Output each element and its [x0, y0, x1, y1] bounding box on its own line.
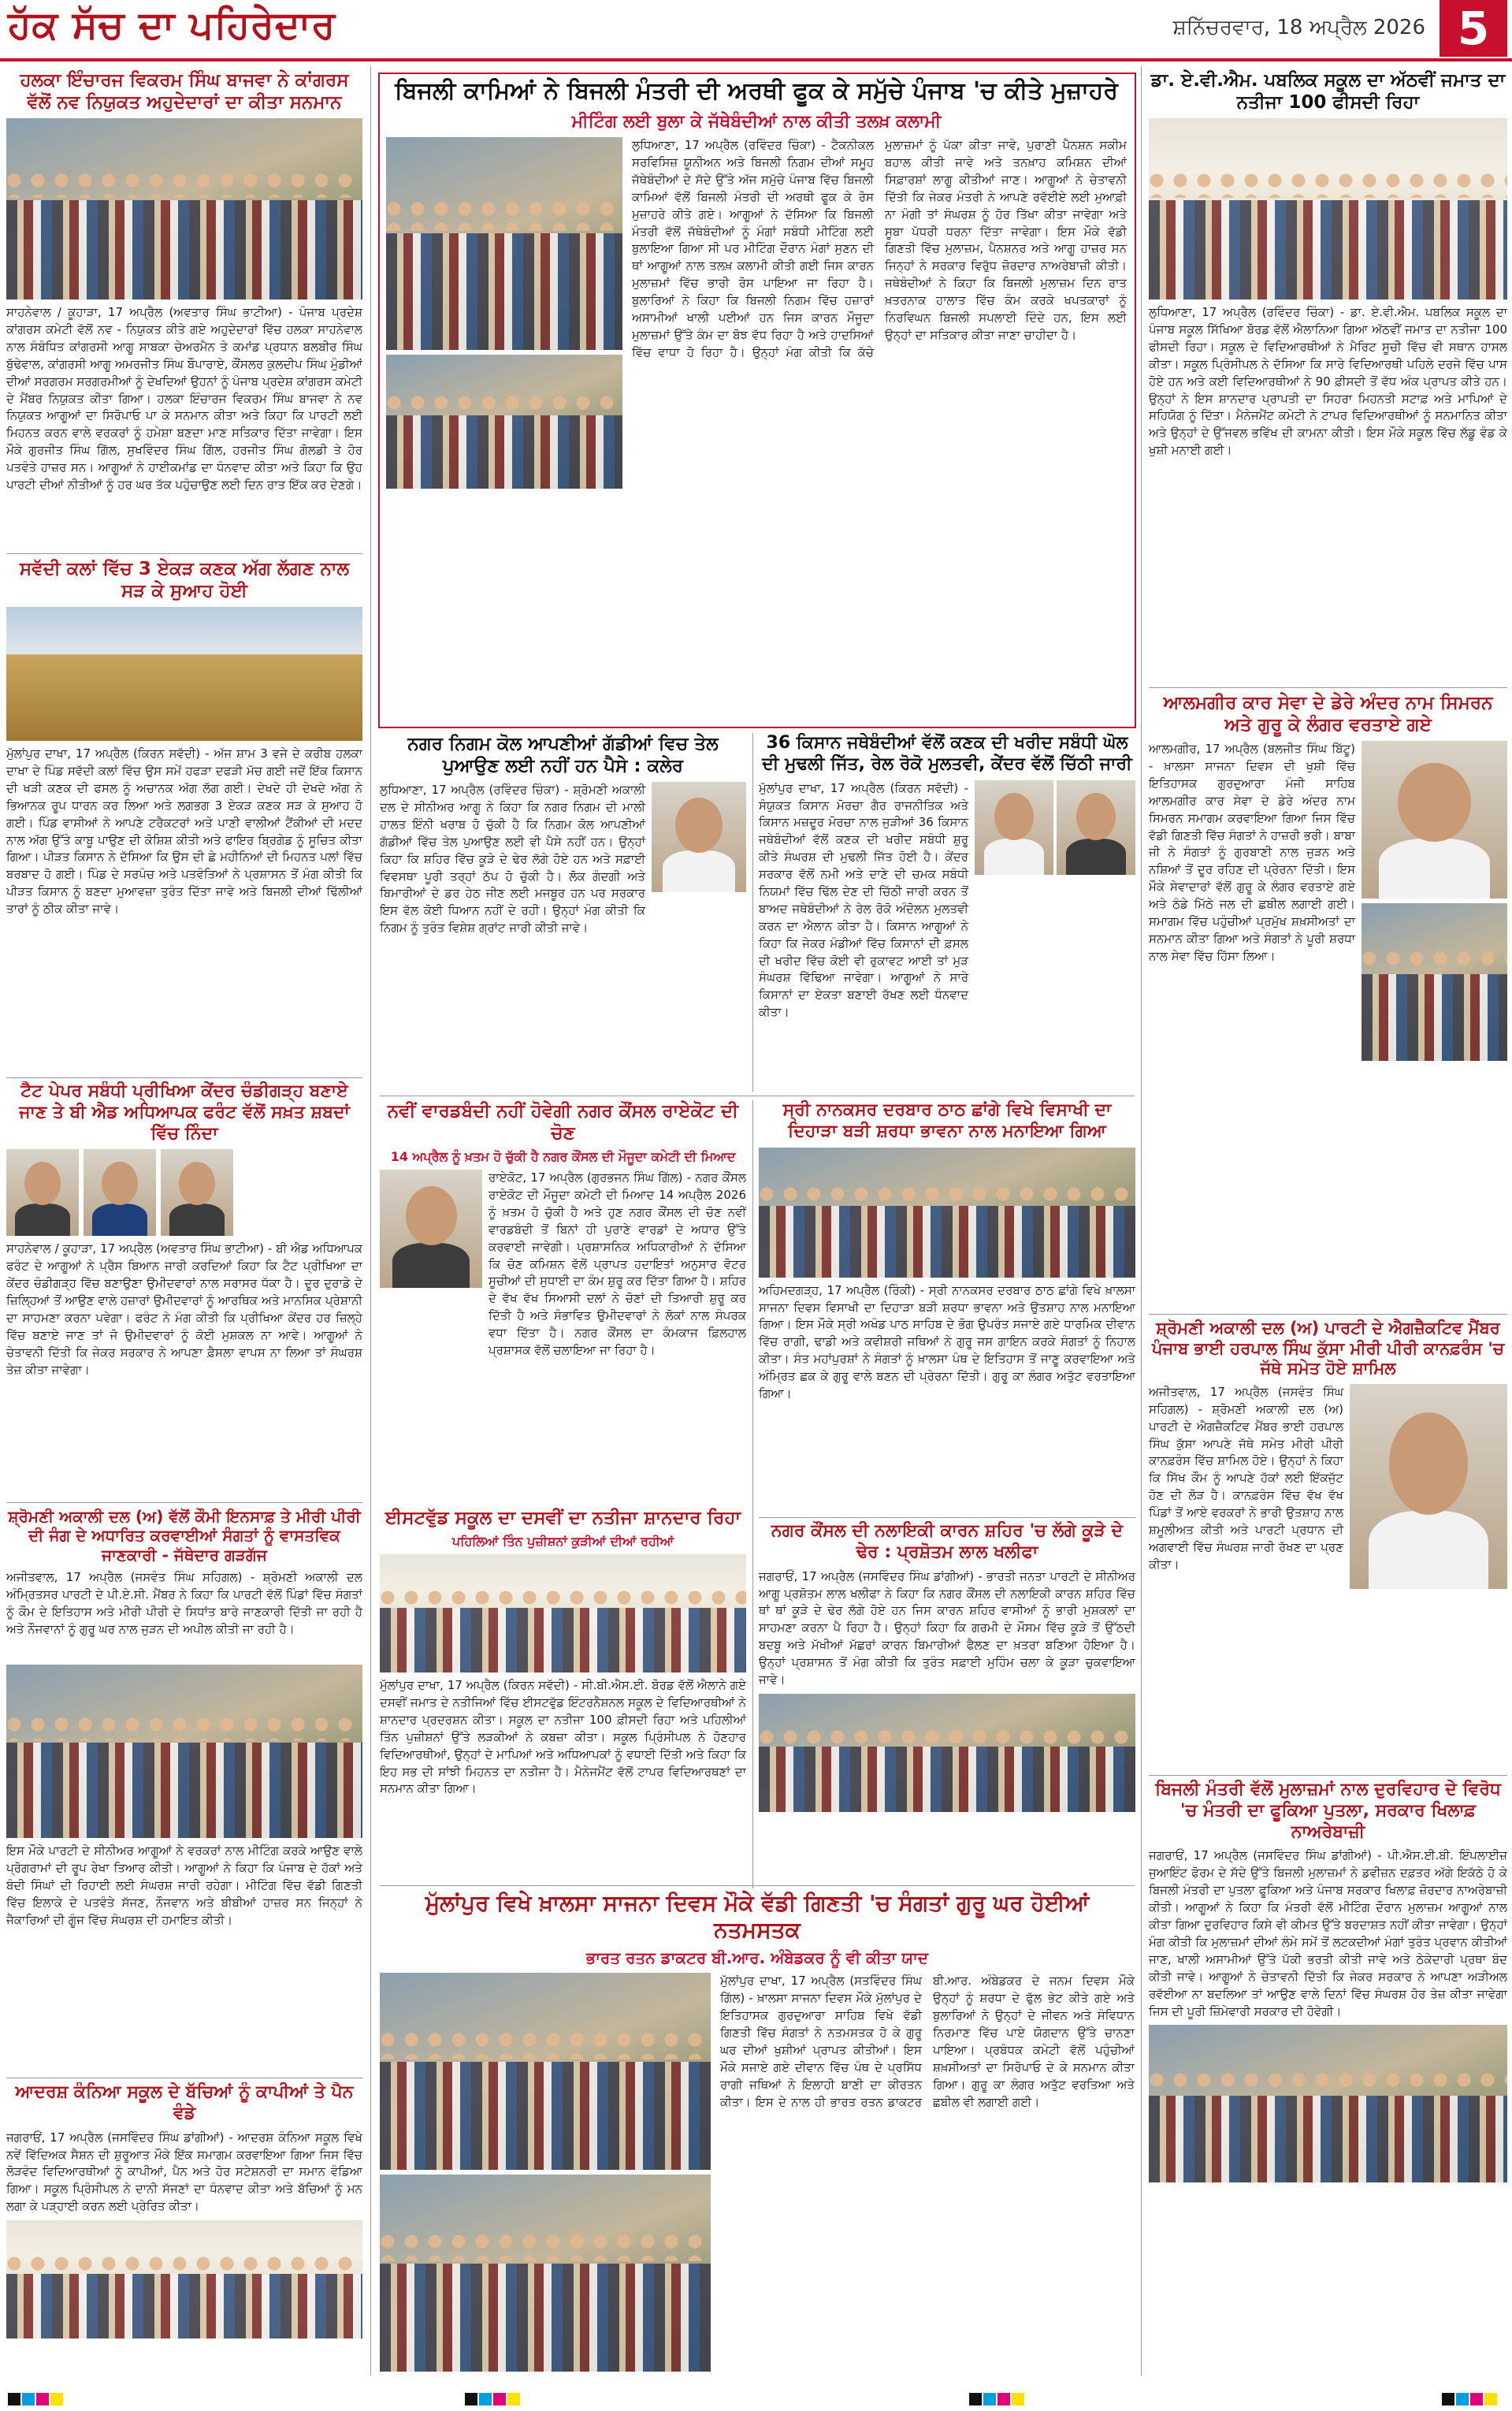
- article-body: ਅਹਿਮਦਗੜ੍ਹ, 17 ਅਪ੍ਰੈਲ (ਰਿੰਕੀ) - ਸ੍ਰੀ ਨਾਨਕਸਰ ਦਰਬਾਰ ਠਾਠ ਛਾਂਗੇ ਵਿਖੇ ਖ਼ਾਲਸਾ ਸਾਜਨਾ ਦਿਵਸ ਵਿਸਾਖੀ ਦਾ ਦਿਹਾੜਾ ਬੜੀ ਸ਼ਰਧਾ ਭਾਵਨਾ ਅਤੇ ਉਤਸ਼ਾਹ ਨਾਲ ਮਨਾਇਆ ਗਿਆ। ਇਸ ਮੌਕੇ ਸ੍ਰੀ ਅਖੰਡ ਪਾਠ ਸਾਹਿਬ ਦੇ ਭੋਗ ਉਪਰੰਤ ਸਜਾਏ ਗਏ ਧਾਰਮਿਕ ਦੀਵਾਨ ਵਿੱਚ ਰਾਗੀ, ਢਾਡੀ ਅਤੇ ਕਵੀਸ਼ਰੀ ਜਥਿਆਂ ਨੇ ਗੁਰੂ ਜਸ ਗਾਇਨ ਕਰਕੇ ਸੰਗਤਾਂ ਨੂੰ ਨਿਹਾਲ ਕੀਤਾ। ਸੰਤ ਮਹਾਂਪੁਰਸ਼ਾਂ ਨੇ ਸੰਗਤਾਂ ਨੂੰ ਖ਼ਾਲਸਾ ਪੰਥ ਦੇ ਇਤਿਹਾਸ ਤੋਂ ਜਾਣੂ ਕਰਵਾਇਆ ਅਤੇ ਅੰਮ੍ਰਿਤ ਛਕ ਕੇ ਗੁਰੂ ਵਾਲੇ ਬਣਨ ਦੀ ਪ੍ਰੇਰਨਾ ਦਿੱਤੀ। ਗੁਰੂ ਕਾ ਲੰਗਰ ਅਤੁੱਟ ਵਰਤਾਇਆ ਗਿਆ।: [759, 1282, 1135, 1401]
- headline: ਸ਼੍ਰੋਮਣੀ ਅਕਾਲੀ ਦਲ (ਅ) ਵੱਲੋਂ ਕੌਮੀ ਇਨਸਾਫ਼ ਤੇ ਮੀਰੀ ਪੀਰੀ ਦੀ ਜੰਗ ਦੇ ਅਧਾਰਿਤ ਕਰਵਾਈਆਂ ਸੰਗਤਾਂ ਨੂੰ ਵਾਸਤਵਿਕ ਜਾਣਕਾਰੀ - ਜੱਥੇਦਾਰ ਗੜਗੱਜ: [8, 1507, 361, 1565]
- article-body: ਮੁੱਲਾਂਪੁਰ ਦਾਖਾ, 17 ਅਪ੍ਰੈਲ (ਕਿਰਨ ਸਵੱਦੀ) - ਸੀ.ਬੀ.ਐਸ.ਈ. ਬੋਰਡ ਵੱਲੋਂ ਐਲਾਨੇ ਗਏ ਦਸਵੀਂ ਜਮਾਤ ਦੇ ਨਤੀਜਿਆਂ ਵਿੱਚ ਈਸਟਵੁੱਡ ਇੰਟਰਨੈਸ਼ਨਲ ਸਕੂਲ ਦੇ ਵਿਦਿਆਰਥੀਆਂ ਨੇ ਸ਼ਾਨਦਾਰ ਪ੍ਰਦਰਸ਼ਨ ਕੀਤਾ। ਸਕੂਲ ਦਾ ਨਤੀਜਾ 100 ਫ਼ੀਸਦੀ ਰਿਹਾ ਅਤੇ ਪਹਿਲੀਆਂ ਤਿੰਨ ਪੁਜ਼ੀਸ਼ਨਾਂ ਉੱਤੇ ਲੜਕੀਆਂ ਨੇ ਕਬਜ਼ਾ ਕੀਤਾ। ਸਕੂਲ ਪ੍ਰਿੰਸੀਪਲ ਨੇ ਹੋਣਹਾਰ ਵਿਦਿਆਰਥੀਆਂ, ਉਨ੍ਹਾਂ ਦੇ ਮਾਪਿਆਂ ਅਤੇ ਅਧਿਆਪਕਾਂ ਨੂੰ ਵਧਾਈ ਦਿੱਤੀ ਅਤੇ ਕਿਹਾ ਕਿ ਇਹ ਸਭ ਦੀ ਸਾਂਝੀ ਮਿਹਨਤ ਦਾ ਨਤੀਜਾ ਹੈ। ਮੈਨੇਜਮੈਂਟ ਵੱਲੋਂ ਟਾਪਰ ਵਿਦਿਆਰਥਣਾਂ ਦਾ ਸਨਮਾਨ ਕੀਤਾ ਗਿਆ।: [380, 1678, 746, 1796]
- article-body: ਸਾਹਨੇਵਾਲ / ਕੂਹਾੜਾ, 17 ਅਪ੍ਰੈਲ (ਅਵਤਾਰ ਸਿੰਘ ਭਾਟੀਆ) - ਬੀ ਐਡ ਅਧਿਆਪਕ ਫਰੰਟ ਦੇ ਆਗੂਆਂ ਨੇ ਪ੍ਰੈਸ ਬਿਆਨ ਜਾਰੀ ਕਰਦਿਆਂ ਕਿਹਾ ਕਿ ਟੈਟ ਪ੍ਰੀਖਿਆ ਦਾ ਕੇਂਦਰ ਚੰਡੀਗੜ੍ਹ ਵਿੱਚ ਬਣਾਉਣਾ ਉਮੀਦਵਾਰਾਂ ਨਾਲ ਸਰਾਸਰ ਧੱਕਾ ਹੈ। ਦੂਰ ਦੁਰਾਡੇ ਦੇ ਜ਼ਿਲ੍ਹਿਆਂ ਤੋਂ ਆਉਣ ਵਾਲੇ ਹਜ਼ਾਰਾਂ ਉਮੀਦਵਾਰਾਂ ਨੂੰ ਆਰਥਿਕ ਅਤੇ ਮਾਨਸਿਕ ਪ੍ਰੇਸ਼ਾਨੀ ਦਾ ਸਾਹਮਣਾ ਕਰਨਾ ਪਵੇਗਾ। ਫਰੰਟ ਨੇ ਮੰਗ ਕੀਤੀ ਕਿ ਪ੍ਰੀਖਿਆ ਕੇਂਦਰ ਹਰ ਜ਼ਿਲ੍ਹੇ ਵਿੱਚ ਬਣਾਏ ਜਾਣ ਤਾਂ ਜੋ ਉਮੀਦਵਾਰਾਂ ਨੂੰ ਕੋਈ ਮੁਸ਼ਕਲ ਨਾ ਆਵੇ। ਆਗੂਆਂ ਨੇ ਚੇਤਾਵਨੀ ਦਿੱਤੀ ਕਿ ਜੇਕਰ ਸਰਕਾਰ ਨੇ ਆਪਣਾ ਫ਼ੈਸਲਾ ਵਾਪਸ ਨਾ ਲਿਆ ਤਾਂ ਸੰਘਰਸ਼ ਤੇਜ਼ ਕੀਤਾ ਜਾਵੇਗਾ।: [6, 1241, 362, 1377]
- headline: ਟੈਟ ਪੇਪਰ ਸਬੰਧੀ ਪ੍ਰੀਖਿਆ ਕੇਂਦਰ ਚੰਡੀਗੜ੍ਹ ਬਣਾਏ ਜਾਣ ਤੇ ਬੀ ਐਡ ਅਧਿਆਪਕ ਫਰੰਟ ਵੱਲੋਂ ਸਖ਼ਤ ਸ਼ਬਦਾਂ ਵਿੱਚ ਨਿੰਦਾ: [19, 1081, 350, 1144]
- headline: ਸਵੱਦੀ ਕਲਾਂ ਵਿੱਚ 3 ਏਕੜ ਕਣਕ ਅੱਗ ਲੱਗਣ ਨਾਲ ਸੜ ਕੇ ਸੁਆਹ ਹੋਈ: [19, 559, 350, 602]
- headline: ਸ੍ਰੀ ਨਾਨਕਸਰ ਦਰਬਾਰ ਠਾਠ ਛਾਂਗੇ ਵਿਖੇ ਵਿਸਾਖੀ ਦਾ ਦਿਹਾੜਾ ਬੜੀ ਸ਼ਰਧਾ ਭਾਵਨਾ ਨਾਲ ਮਨਾਇਆ ਗਿਆ: [782, 1100, 1112, 1141]
- langar-photo: [1362, 903, 1507, 1061]
- article-garbage: [759, 1521, 1135, 1876]
- effigy-photo: [386, 355, 622, 489]
- headline: ਡਾ. ਏ.ਵੀ.ਐਮ. ਪਬਲਿਕ ਸਕੂਲ ਦਾ ਅੱਠਵੀਂ ਜਮਾਤ ਦਾ ਨਤੀਜਾ 100 ਫੀਸਦੀ ਰਿਹਾ: [1150, 70, 1506, 113]
- article-body: ਸਾਹਨੇਵਾਲ / ਕੂਹਾੜਾ, 17 ਅਪ੍ਰੈਲ (ਅਵਤਾਰ ਸਿੰਘ ਭਾਟੀਆ) - ਪੰਜਾਬ ਪ੍ਰਦੇਸ਼ ਕਾਂਗਰਸ ਕਮੇਟੀ ਵੱਲੋਂ ਨਵ - ਨਿਯੁਕਤ ਕੀਤੇ ਗਏ ਅਹੁਦੇਦਾਰਾਂ ਵਿੱਚ ਹਲਕਾ ਸਾਹਨੇਵਾਲ ਨਾਲ ਸੰਬੰਧਿਤ ਕਾਂਗਰਸੀ ਆਗੂ ਸਾਬਕਾ ਚੇਅਰਮੈਨ ਤੇ ਕਮਾਂਡ ਪ੍ਰਧਾਨ ਬਲਬੀਰ ਸਿੰਘ ਬੁੱਢੇਵਾਲ, ਕਾਂਗਰਸੀ ਆਗੂ ਅਮਰਜੀਤ ਸਿੰਘ ਬੌਪਾਰਾਏ, ਕੌਂਸਲਰ ਕੁਲਦੀਪ ਸਿੰਘ ਮੁੰਡੀਆਂ ਦੀਆਂ ਸਰਗਰਮ ਸਰਗਰਮੀਆਂ ਨੂੰ ਦੇਖਦਿਆਂ ਉਹਨਾਂ ਨੂੰ ਪੰਜਾਬ ਪ੍ਰਦੇਸ਼ ਕਾਂਗਰਸ ਕਮੇਟੀ ਦੇ ਮੈਂਬਰ ਨਿਯੁਕਤ ਕੀਤਾ ਗਿਆ। ਹਲਕਾ ਇੰਚਾਰਜ ਵਿਕਰਮ ਸਿੰਘ ਬਾਜਵਾ ਨੇ ਨਵ ਨਿਯੁਕਤ ਆਗੂਆਂ ਦਾ ਸਿਰੋਪਾਓ ਪਾ ਕੇ ਸਨਮਾਨ ਕੀਤਾ ਅਤੇ ਕਿਹਾ ਕਿ ਪਾਰਟੀ ਲਈ ਮਿਹਨਤ ਕਰਨ ਵਾਲੇ ਵਰਕਰਾਂ ਨੂੰ ਹਮੇਸ਼ਾ ਬਣਦਾ ਮਾਣ ਸਤਿਕਾਰ ਦਿੱਤਾ ਜਾਵੇਗਾ। ਇਸ ਮੌਕੇ ਗੁਰਜੀਤ ਸਿੰਘ ਗਿੱਲ, ਸੁਖਵਿੰਦਰ ਸਿੰਘ ਗਿੱਲ, ਹਰਜੀਤ ਸਿੰਘ ਗੋਲਡੀ ਤੇ ਹੋਰ ਪਤਵੰਤੇ ਹਾਜ਼ਰ ਸਨ। ਆਗੂਆਂ ਨੇ ਹਾਈਕਮਾਂਡ ਦਾ ਧੰਨਵਾਦ ਕੀਤਾ ਅਤੇ ਕਿਹਾ ਕਿ ਉਹ ਪਾਰਟੀ ਦੀਆਂ ਨੀਤੀਆਂ ਨੂੰ ਹਰ ਘਰ ਤੱਕ ਪਹੁੰਚਾਉਣ ਲਈ ਦਿਨ ਰਾਤ ਇੱਕ ਕਰ ਦੇਣਗੇ।: [6, 305, 362, 492]
- portrait-photo: [161, 1149, 233, 1236]
- article-bajwa: [6, 69, 362, 550]
- meeting-photo: [6, 1665, 362, 1838]
- sangat-photo: [380, 1973, 711, 2170]
- article-body: ਲੁਧਿਆਣਾ, 17 ਅਪ੍ਰੈਲ (ਰਵਿੰਦਰ ਚਿੰਕਾ) - ਡਾ. ਏ.ਵੀ.ਐਮ. ਪਬਲਿਕ ਸਕੂਲ ਦਾ ਪੰਜਾਬ ਸਕੂਲ ਸਿੱਖਿਆ ਬੋਰਡ ਵੱਲੋਂ ਐਲਾਨਿਆ ਗਿਆ ਅੱਠਵੀਂ ਜਮਾਤ ਦਾ ਨਤੀਜਾ 100 ਫੀਸਦੀ ਰਿਹਾ। ਸਕੂਲ ਦੇ ਵਿਦਿਆਰਥੀਆਂ ਨੇ ਮੈਰਿਟ ਸੂਚੀ ਵਿੱਚ ਵੀ ਸਥਾਨ ਹਾਸਲ ਕੀਤਾ। ਸਕੂਲ ਪ੍ਰਿੰਸੀਪਲ ਨੇ ਦੱਸਿਆ ਕਿ ਸਾਰੇ ਵਿਦਿਆਰਥੀ ਪਹਿਲੇ ਦਰਜੇ ਵਿੱਚ ਪਾਸ ਹੋਏ ਹਨ ਅਤੇ ਕਈ ਵਿਦਿਆਰਥੀਆਂ ਨੇ 90 ਫ਼ੀਸਦੀ ਤੋਂ ਵੱਧ ਅੰਕ ਪ੍ਰਾਪਤ ਕੀਤੇ ਹਨ। ਉਨ੍ਹਾਂ ਨੇ ਇਸ ਸ਼ਾਨਦਾਰ ਪ੍ਰਾਪਤੀ ਦਾ ਸਿਹਰਾ ਮਿਹਨਤੀ ਸਟਾਫ਼ ਅਤੇ ਮਾਪਿਆਂ ਦੇ ਸਹਿਯੋਗ ਨੂੰ ਦਿੱਤਾ। ਮੈਨੇਜਮੈਂਟ ਕਮੇਟੀ ਨੇ ਟਾਪਰ ਵਿਦਿਆਰਥੀਆਂ ਨੂੰ ਸਨਮਾਨਿਤ ਕੀਤਾ ਅਤੇ ਉਨ੍ਹਾਂ ਦੇ ਉੱਜਵਲ ਭਵਿੱਖ ਦੀ ਕਾਮਨਾ ਕੀਤੀ। ਇਸ ਮੌਕੇ ਸਕੂਲ ਵਿੱਚ ਲੱਡੂ ਵੰਡ ਕੇ ਖੁਸ਼ੀ ਮਨਾਈ ਗਈ।: [1149, 305, 1507, 458]
- article-eastwood: [380, 1507, 746, 1877]
- article-body: ਅਜੀਤਵਾਲ, 17 ਅਪ੍ਰੈਲ (ਜਸਵੰਤ ਸਿੰਘ ਸਹਿਗਲ) - ਸ਼੍ਰੋਮਣੀ ਅਕਾਲੀ ਦਲ (ਅ) ਪਾਰਟੀ ਦੇ ਐਗਜ਼ੈਕਟਿਵ ਮੈਂਬਰ ਭਾਈ ਹਰਪਾਲ ਸਿੰਘ ਕੁੱਸਾ ਆਪਣੇ ਜੱਥੇ ਸਮੇਤ ਮੀਰੀ ਪੀਰੀ ਕਾਨਫ਼ਰੰਸ ਵਿੱਚ ਸ਼ਾਮਿਲ ਹੋਏ। ਉਨ੍ਹਾਂ ਨੇ ਕਿਹਾ ਕਿ ਸਿੱਖ ਕੌਮ ਨੂੰ ਆਪਣੇ ਹੱਕਾਂ ਲਈ ਇੱਕਜੁੱਟ ਹੋਣ ਦੀ ਲੋੜ ਹੈ। ਕਾਨਫ਼ਰੰਸ ਵਿੱਚ ਵੱਖ ਵੱਖ ਪਿੰਡਾਂ ਤੋਂ ਆਏ ਵਰਕਰਾਂ ਨੇ ਭਾਰੀ ਉਤਸ਼ਾਹ ਨਾਲ ਸ਼ਮੂਲੀਅਤ ਕੀਤੀ ਅਤੇ ਪਾਰਟੀ ਪ੍ਰਧਾਨ ਦੀ ਅਗਵਾਈ ਵਿੱਚ ਸੰਘਰਸ਼ ਜਾਰੀ ਰੱਖਣ ਦਾ ਪ੍ਰਣ ਕੀਤਾ।: [1149, 1384, 1343, 1572]
- portrait-photo: [380, 1170, 482, 1288]
- effigy-burning-photo: [1149, 2025, 1507, 2182]
- article-body: ਮੁੱਲਾਂਪੁਰ ਦਾਖਾ, 17 ਅਪ੍ਰੈਲ (ਕਿਰਨ ਸਵੱਦੀ) - ਅੱਜ ਸ਼ਾਮ 3 ਵਜੇ ਦੇ ਕਰੀਬ ਹਲਕਾ ਦਾਖਾ ਦੇ ਪਿੰਡ ਸਵੱਦੀ ਕਲਾਂ ਵਿੱਚ ਉਸ ਸਮੇਂ ਹਫੜਾ ਦਫੜੀ ਮੱਚ ਗਈ ਜਦੋਂ ਇੱਕ ਕਿਸਾਨ ਦੀ ਖੜੀ ਕਣਕ ਦੀ ਫਸਲ ਨੂੰ ਅਚਾਨਕ ਅੱਗ ਲੱਗ ਗਈ। ਦੇਖਦੇ ਹੀ ਦੇਖਦੇ ਅੱਗ ਨੇ ਭਿਆਨਕ ਰੂਪ ਧਾਰਨ ਕਰ ਲਿਆ ਅਤੇ ਲਗਭਗ 3 ਏਕੜ ਕਣਕ ਸੜ ਕੇ ਸੁਆਹ ਹੋ ਗਈ। ਪਿੰਡ ਵਾਸੀਆਂ ਨੇ ਆਪਣੇ ਟਰੈਕਟਰਾਂ ਅਤੇ ਪਾਣੀ ਵਾਲੀਆਂ ਟੈਂਕੀਆਂ ਦੀ ਮਦਦ ਨਾਲ ਅੱਗ ਉੱਤੇ ਕਾਬੂ ਪਾਉਣ ਦੀ ਕੋਸ਼ਿਸ਼ ਕੀਤੀ ਅਤੇ ਫਾਇਰ ਬ੍ਰਿਗੇਡ ਨੂੰ ਸੂਚਿਤ ਕੀਤਾ ਗਿਆ। ਪੀੜਤ ਕਿਸਾਨ ਨੇ ਦੱਸਿਆ ਕਿ ਉਸ ਦੀ ਛੇ ਮਹੀਨਿਆਂ ਦੀ ਮਿਹਨਤ ਪਲਾਂ ਵਿੱਚ ਬਰਬਾਦ ਹੋ ਗਈ। ਪਿੰਡ ਦੇ ਸਰਪੰਚ ਅਤੇ ਪਤਵੰਤਿਆਂ ਨੇ ਪ੍ਰਸ਼ਾਸਨ ਤੋਂ ਮੰਗ ਕੀਤੀ ਕਿ ਪੀੜਤ ਕਿਸਾਨ ਨੂੰ ਬਣਦਾ ਮੁਆਵਜ਼ਾ ਤੁਰੰਤ ਦਿੱਤਾ ਜਾਵੇ ਅਤੇ ਬਿਜਲੀ ਦੀਆਂ ਢਿੱਲੀਆਂ ਤਾਰਾਂ ਨੂੰ ਠੀਕ ਕੀਤਾ ਜਾਵੇ।: [6, 746, 362, 917]
- article-body: ਰਾਏਕੋਟ, 17 ਅਪ੍ਰੈਲ (ਗੁਰਭਜਨ ਸਿੰਘ ਗਿੱਲ) - ਨਗਰ ਕੌਂਸਲ ਰਾਏਕੋਟ ਦੀ ਮੌਜੂਦਾ ਕਮੇਟੀ ਦੀ ਮਿਆਦ 14 ਅਪ੍ਰੈਲ 2026 ਨੂੰ ਖ਼ਤਮ ਹੋ ਚੁੱਕੀ ਹੈ ਅਤੇ ਹੁਣ ਨਗਰ ਕੌਂਸਲ ਦੀ ਚੋਣ ਨਵੀਂ ਵਾਰਡਬੰਦੀ ਤੋਂ ਬਿਨਾਂ ਹੀ ਪੁਰਾਣੇ ਵਾਰਡਾਂ ਦੇ ਅਧਾਰ ਉੱਤੇ ਕਰਵਾਈ ਜਾਵੇਗੀ। ਪ੍ਰਸ਼ਾਸਨਿਕ ਅਧਿਕਾਰੀਆਂ ਨੇ ਦੱਸਿਆ ਕਿ ਚੋਣ ਕਮਿਸ਼ਨ ਵੱਲੋਂ ਪ੍ਰਾਪਤ ਹਦਾਇਤਾਂ ਅਨੁਸਾਰ ਵੋਟਰ ਸੂਚੀਆਂ ਦੀ ਸੁਧਾਈ ਦਾ ਕੰਮ ਸ਼ੁਰੂ ਕਰ ਦਿੱਤਾ ਗਿਆ ਹੈ। ਸ਼ਹਿਰ ਦੇ ਵੱਖ ਵੱਖ ਸਿਆਸੀ ਦਲਾਂ ਨੇ ਚੋਣਾਂ ਦੀ ਤਿਆਰੀ ਸ਼ੁਰੂ ਕਰ ਦਿੱਤੀ ਹੈ ਅਤੇ ਸੰਭਾਵਿਤ ਉਮੀਦਵਾਰਾਂ ਨੇ ਲੋਕਾਂ ਨਾਲ ਸੰਪਰਕ ਵਧਾ ਦਿੱਤਾ ਹੈ। ਨਗਰ ਕੌਂਸਲ ਦਾ ਕੰਮਕਾਜ ਫ਼ਿਲਹਾਲ ਪ੍ਰਸ਼ਾਸਕ ਵੱਲੋਂ ਚਲਾਇਆ ਜਾ ਰਿਹਾ ਹੈ।: [489, 1170, 746, 1357]
- portrait-photo: [975, 780, 1053, 875]
- headline: ਆਦਰਸ਼ ਕੰਨਿਆ ਸਕੂਲ ਦੇ ਬੱਚਿਆਂ ਨੂੰ ਕਾਪੀਆਂ ਤੇ ਪੈਨ ਵੰਡੇ: [15, 2082, 354, 2123]
- issue-date: ਸ਼ਨਿੱਚਰਵਾਰ, 18 ਅਪ੍ਰੈਲ 2026: [1172, 16, 1425, 39]
- headline: ਈਸਟਵੁੱਡ ਸਕੂਲ ਦਾ ਦਸਵੀਂ ਦਾ ਨਤੀਜਾ ਸ਼ਾਨਦਾਰ ਰਿਹਾ: [385, 1508, 741, 1528]
- portrait-photo: [1362, 741, 1507, 899]
- headline: 36 ਕਿਸਾਨ ਜਥੇਬੰਦੀਆਂ ਵੱਲੋਂ ਕਣਕ ਦੀ ਖਰੀਦ ਸਬੰਧੀ ਘੋਲ ਦੀ ਮੁਢਲੀ ਜਿੱਤ, ਰੇਲ ਰੋਕੋ ਮੁਲਤਵੀ, ਕੇਂਦਰ ਵੱਲੋਂ ਚਿੱਠੀ ਜਾਰੀ: [762, 733, 1132, 774]
- portrait-photo: [6, 1149, 79, 1236]
- article-tet: [6, 1081, 362, 1499]
- news-photo: [6, 118, 362, 300]
- headline: ਸ਼੍ਰੋਮਣੀ ਅਕਾਲੀ ਦਲ (ਅ) ਪਾਰਟੀ ਦੇ ਐਗਜ਼ੈਕਟਿਵ ਮੈਂਬਰ ਪੰਜਾਬ ਭਾਈ ਹਰਪਾਲ ਸਿੰਘ ਕੁੱਸਾ ਮੀਰੀ ਪੀਰੀ ਕਾਨਫ਼ਰੰਸ 'ਚ ਜੱਥੇ ਸਮੇਤ ਹੋਏ ਸ਼ਾਮਿਲ: [1151, 1319, 1505, 1379]
- column-rule: [370, 66, 371, 2376]
- article-body: ਮੁੱਲਾਂਪੁਰ ਦਾਖਾ, 17 ਅਪ੍ਰੈਲ (ਸਤਵਿੰਦਰ ਸਿੰਘ ਗਿੱਲ) - ਖ਼ਾਲਸਾ ਸਾਜਨਾ ਦਿਵਸ ਮੌਕੇ ਮੁੱਲਾਂਪੁਰ ਦੇ ਇਤਿਹਾਸਕ ਗੁਰਦੁਆਰਾ ਸਾਹਿਬ ਵਿਖੇ ਵੱਡੀ ਗਿਣਤੀ ਵਿੱਚ ਸੰਗਤਾਂ ਨੇ ਨਤਮਸਤਕ ਹੋ ਕੇ ਗੁਰੂ ਘਰ ਦੀਆਂ ਖੁਸ਼ੀਆਂ ਪ੍ਰਾਪਤ ਕੀਤੀਆਂ। ਇਸ ਮੌਕੇ ਸਜਾਏ ਗਏ ਦੀਵਾਨ ਵਿੱਚ ਪੰਥ ਦੇ ਪ੍ਰਸਿੱਧ ਰਾਗੀ ਜਥਿਆਂ ਨੇ ਇਲਾਹੀ ਬਾਣੀ ਦਾ ਕੀਰਤਨ ਕੀਤਾ। ਇਸ ਦੇ ਨਾਲ ਹੀ ਭਾਰਤ ਰਤਨ ਡਾਕਟਰ ਬੀ.ਆਰ. ਅੰਬੇਡਕਰ ਦੇ ਜਨਮ ਦਿਵਸ ਮੌਕੇ ਉਨ੍ਹਾਂ ਨੂੰ ਸ਼ਰਧਾ ਦੇ ਫੁੱਲ ਭੇਟ ਕੀਤੇ ਗਏ ਅਤੇ ਬੁਲਾਰਿਆਂ ਨੇ ਉਨ੍ਹਾਂ ਦੇ ਜੀਵਨ ਅਤੇ ਸੰਵਿਧਾਨ ਨਿਰਮਾਣ ਵਿੱਚ ਪਾਏ ਯੋਗਦਾਨ ਉੱਤੇ ਚਾਨਣਾ ਪਾਇਆ। ਪ੍ਰਬੰਧਕ ਕਮੇਟੀ ਵੱਲੋਂ ਪਹੁੰਚੀਆਂ ਸ਼ਖ਼ਸੀਅਤਾਂ ਦਾ ਸਿਰੋਪਾਓ ਦੇ ਕੇ ਸਨਮਾਨ ਕੀਤਾ ਗਿਆ। ਗੁਰੂ ਕਾ ਲੰਗਰ ਅਤੁੱਟ ਵਰਤਿਆ ਅਤੇ ਛਬੀਲ ਵੀ ਲਗਾਈ ਗਈ।: [720, 1974, 1135, 2109]
- article-alamgir: [1149, 692, 1507, 1311]
- portrait-photo: [652, 782, 746, 892]
- headline: ਆਲਮਗੀਰ ਕਾਰ ਸੇਵਾ ਦੇ ਡੇਰੇ ਅੰਦਰ ਨਾਮ ਸਿਮਰਨ ਅਤੇ ਗੁਰੂ ਕੇ ਲੰਗਰ ਵਰਤਾਏ ਗਏ: [1163, 693, 1493, 736]
- headline: ਨਗਰ ਨਿਗਮ ਕੋਲ ਆਪਣੀਆਂ ਗੱਡੀਆਂ ਵਿਚ ਤੇਲ ਪੁਆਉਣ ਲਈ ਨਹੀਂ ਹਨ ਪੈਸੇ : ਕਲੇਰ: [407, 734, 719, 777]
- portrait-photo: [1057, 780, 1135, 875]
- masthead-rule: [0, 58, 1512, 61]
- article-body: ਲੁਧਿਆਣਾ, 17 ਅਪ੍ਰੈਲ (ਰਵਿੰਦਰ ਚਿੰਕਾ) - ਟੈਕਨੀਕਲ ਸਰਵਿਸਿਜ਼ ਯੂਨੀਅਨ ਅਤੇ ਬਿਜਲੀ ਨਿਗਮ ਦੀਆਂ ਸਮੂਹ ਜੱਥੇਬੰਦੀਆਂ ਦੇ ਸੱਦੇ ਉੱਤੇ ਅੱਜ ਸਮੁੱਚੇ ਪੰਜਾਬ ਵਿੱਚ ਬਿਜਲੀ ਕਾਮਿਆਂ ਵੱਲੋਂ ਬਿਜਲੀ ਮੰਤਰੀ ਦੀ ਅਰਥੀ ਫੂਕ ਕੇ ਰੋਸ ਮੁਜ਼ਾਹਰੇ ਕੀਤੇ ਗਏ। ਆਗੂਆਂ ਨੇ ਦੱਸਿਆ ਕਿ ਬਿਜਲੀ ਮੰਤਰੀ ਵੱਲੋਂ ਜੱਥੇਬੰਦੀਆਂ ਨੂੰ ਮੰਗਾਂ ਸਬੰਧੀ ਮੀਟਿੰਗ ਲਈ ਬੁਲਾਇਆ ਗਿਆ ਸੀ ਪਰ ਮੀਟਿੰਗ ਦੌਰਾਨ ਮੰਗਾਂ ਸੁਣਨ ਦੀ ਥਾਂ ਆਗੂਆਂ ਨਾਲ ਤਲਖ਼ ਕਲਾਮੀ ਕੀਤੀ ਗਈ ਜਿਸ ਕਾਰਨ ਮੁਲਾਜ਼ਮਾਂ ਵਿੱਚ ਭਾਰੀ ਰੋਸ ਪਾਇਆ ਜਾ ਰਿਹਾ ਹੈ। ਬੁਲਾਰਿਆਂ ਨੇ ਕਿਹਾ ਕਿ ਬਿਜਲੀ ਨਿਗਮ ਵਿੱਚ ਹਜ਼ਾਰਾਂ ਅਸਾਮੀਆਂ ਖਾਲੀ ਪਈਆਂ ਹਨ ਜਿਸ ਕਾਰਨ ਮੌਜੂਦਾ ਮੁਲਾਜ਼ਮਾਂ ਉੱਤੇ ਕੰਮ ਦਾ ਬੋਝ ਵੱਧ ਰਿਹਾ ਹੈ ਅਤੇ ਹਾਦਸਿਆਂ ਵਿੱਚ ਵਾਧਾ ਹੋ ਰਿਹਾ ਹੈ। ਉਨ੍ਹਾਂ ਮੰਗ ਕੀਤੀ ਕਿ ਕੱਚੇ ਮੁਲਾਜ਼ਮਾਂ ਨੂੰ ਪੱਕਾ ਕੀਤਾ ਜਾਵੇ, ਪੁਰਾਣੀ ਪੈਨਸ਼ਨ ਸਕੀਮ ਬਹਾਲ ਕੀਤੀ ਜਾਵੇ ਅਤੇ ਤਨਖ਼ਾਹ ਕਮਿਸ਼ਨ ਦੀਆਂ ਸਿਫ਼ਾਰਸ਼ਾਂ ਲਾਗੂ ਕੀਤੀਆਂ ਜਾਣ। ਆਗੂਆਂ ਨੇ ਚੇਤਾਵਨੀ ਦਿੱਤੀ ਕਿ ਜੇਕਰ ਮੰਤਰੀ ਨੇ ਆਪਣੇ ਰਵੱਈਏ ਲਈ ਮੁਆਫ਼ੀ ਨਾ ਮੰਗੀ ਤਾਂ ਸੰਘਰਸ਼ ਨੂੰ ਹੋਰ ਤਿੱਖਾ ਕੀਤਾ ਜਾਵੇਗਾ ਅਤੇ ਸੂਬਾ ਪੱਧਰੀ ਧਰਨਾ ਦਿੱਤਾ ਜਾਵੇਗਾ। ਇਸ ਮੌਕੇ ਵੱਡੀ ਗਿਣਤੀ ਵਿੱਚ ਮੁਲਾਜ਼ਮ, ਪੈਨਸ਼ਨਰ ਅਤੇ ਆਗੂ ਹਾਜ਼ਰ ਸਨ ਜਿਨ੍ਹਾਂ ਨੇ ਸਰਕਾਰ ਵਿਰੁੱਧ ਜ਼ੋਰਦਾਰ ਨਾਅਰੇਬਾਜ਼ੀ ਕੀਤੀ। ਜਥੇਬੰਦੀਆਂ ਨੇ ਕਿਹਾ ਕਿ ਬਿਜਲੀ ਮੁਲਾਜ਼ਮ ਦਿਨ ਰਾਤ ਖ਼ਤਰਨਾਕ ਹਾਲਾਤ ਵਿੱਚ ਕੰਮ ਕਰਕੇ ਖਪਤਕਾਰਾਂ ਨੂੰ ਨਿਰਵਿਘਨ ਬਿਜਲੀ ਸਪਲਾਈ ਦਿੰਦੇ ਹਨ, ਇਸ ਲਈ ਉਨ੍ਹਾਂ ਦਾ ਸਤਿਕਾਰ ਕੀਤਾ ਜਾਣਾ ਚਾਹੀਦਾ ਹੈ।: [632, 138, 1127, 359]
- lead-subhead: ਮੀਟਿੰਗ ਲਈ ਬੁਲਾ ਕੇ ਜੱਥੇਬੰਦੀਆਂ ਨਾਲ ਕੀਤੀ ਤਲਖ਼ ਕਲਾਮੀ: [571, 111, 942, 132]
- lead-headline: ਬਿਜਲੀ ਕਾਮਿਆਂ ਨੇ ਬਿਜਲੀ ਮੰਤਰੀ ਦੀ ਅਰਥੀ ਫੂਕ ਕੇ ਸਮੁੱਚੇ ਪੰਜਾਬ 'ਚ ਕੀਤੇ ਮੁਜ਼ਾਹਰੇ: [395, 77, 1118, 105]
- garbage-photo: [759, 1694, 1135, 1812]
- article-body: ਅਜੀਤਵਾਲ, 17 ਅਪ੍ਰੈਲ (ਜਸਵੰਤ ਸਿੰਘ ਸਹਿਗਲ) - ਸ਼੍ਰੋਮਣੀ ਅਕਾਲੀ ਦਲ ਅੰਮ੍ਰਿਤਸਰ ਪਾਰਟੀ ਦੇ ਪੀ.ਏ.ਸੀ. ਮੈਂਬਰ ਨੇ ਕਿਹਾ ਕਿ ਪਾਰਟੀ ਵੱਲੋਂ ਪਿੰਡਾਂ ਵਿੱਚ ਸੰਗਤਾਂ ਨੂੰ ਕੌਮ ਦੇ ਇਤਿਹਾਸ ਅਤੇ ਮੀਰੀ ਪੀਰੀ ਦੇ ਸਿਧਾਂਤ ਬਾਰੇ ਜਾਣਕਾਰੀ ਦਿੱਤੀ ਜਾ ਰਹੀ ਹੈ ਅਤੇ ਨੌਜਵਾਨਾਂ ਨੂੰ ਗੁਰੂ ਘਰ ਨਾਲ ਜੁੜਨ ਦੀ ਅਪੀਲ ਕੀਤੀ ਜਾ ਰਹੀ ਹੈ।: [6, 1570, 362, 1636]
- article-akali-meeting: [6, 1665, 362, 2074]
- school-photo: [380, 1554, 746, 1672]
- article-body: ਜਗਰਾਓਂ, 17 ਅਪ੍ਰੈਲ (ਜਸਵਿੰਦਰ ਸਿੰਘ ਡਾਂਗੀਆਂ) - ਆਦਰਸ਼ ਕੰਨਿਆ ਸਕੂਲ ਵਿਖੇ ਨਵੇਂ ਵਿੱਦਿਅਕ ਸੈਸ਼ਨ ਦੀ ਸ਼ੁਰੂਆਤ ਮੌਕੇ ਇੱਕ ਸਮਾਗਮ ਕਰਵਾਇਆ ਗਿਆ ਜਿਸ ਵਿੱਚ ਲੋੜਵੰਦ ਵਿਦਿਆਰਥੀਆਂ ਨੂੰ ਕਾਪੀਆਂ, ਪੈਨ ਅਤੇ ਹੋਰ ਸਟੇਸ਼ਨਰੀ ਦਾ ਸਮਾਨ ਵੰਡਿਆ ਗਿਆ। ਸਕੂਲ ਪ੍ਰਿੰਸੀਪਲ ਨੇ ਦਾਨੀ ਸੱਜਣਾਂ ਦਾ ਧੰਨਵਾਦ ਕੀਤਾ ਅਤੇ ਬੱਚਿਆਂ ਨੂੰ ਮਨ ਲਗਾ ਕੇ ਪੜ੍ਹਾਈ ਕਰਨ ਲਈ ਪ੍ਰੇਰਿਤ ਕੀਤਾ।: [6, 2130, 362, 2214]
- protest-photo: [386, 137, 622, 350]
- article-dav: [1149, 69, 1507, 684]
- masthead: [0, 0, 1512, 57]
- subhead: ਪਹਿਲਿਆਂ ਤਿੰਨ ਪੁਜ਼ੀਸ਼ਨਾਂ ਕੁੜੀਆਂ ਦੀਆਂ ਰਹੀਆਂ: [451, 1534, 674, 1550]
- article-akali-jathedar: [1149, 1319, 1507, 1772]
- article-akali-gangra: [6, 1507, 362, 1661]
- print-registration-strip: [0, 2388, 1512, 2411]
- portrait-photo: [1350, 1384, 1507, 1589]
- field-photo: [6, 607, 362, 741]
- subhead: 14 ਅਪ੍ਰੈਲ ਨੂੰ ਖ਼ਤਮ ਹੋ ਚੁੱਕੀ ਹੈ ਨਗਰ ਕੌਂਸਲ ਦੀ ਮੌਜੂਦਾ ਕਮੇਟੀ ਦੀ ਮਿਆਦ: [390, 1149, 736, 1165]
- article-body: ਆਲਮਗੀਰ, 17 ਅਪ੍ਰੈਲ (ਬਲਜੀਤ ਸਿੰਘ ਬਿੱਟੂ) - ਖ਼ਾਲਸਾ ਸਾਜਨਾ ਦਿਵਸ ਦੀ ਖੁਸ਼ੀ ਵਿੱਚ ਇਤਿਹਾਸਕ ਗੁਰਦੁਆਰਾ ਮੰਜੀ ਸਾਹਿਬ ਆਲਮਗੀਰ ਕਾਰ ਸੇਵਾ ਦੇ ਡੇਰੇ ਅੰਦਰ ਨਾਮ ਸਿਮਰਨ ਸਮਾਗਮ ਕਰਵਾਇਆ ਗਿਆ ਜਿਸ ਵਿੱਚ ਵੱਡੀ ਗਿਣਤੀ ਵਿੱਚ ਸੰਗਤਾਂ ਨੇ ਹਾਜ਼ਰੀ ਭਰੀ। ਬਾਬਾ ਜੀ ਨੇ ਸੰਗਤਾਂ ਨੂੰ ਗੁਰਬਾਣੀ ਨਾਲ ਜੁੜਨ ਅਤੇ ਨਸ਼ਿਆਂ ਤੋਂ ਦੂਰ ਰਹਿਣ ਦੀ ਪ੍ਰੇਰਨਾ ਦਿੱਤੀ। ਇਸ ਮੌਕੇ ਸੇਵਾਦਾਰਾਂ ਵੱਲੋਂ ਗੁਰੂ ਕੇ ਲੰਗਰ ਵਰਤਾਏ ਗਏ ਅਤੇ ਠੰਡੇ ਮਿੱਠੇ ਜਲ ਦੀ ਛਬੀਲ ਲਗਾਈ ਗਈ। ਸਮਾਗਮ ਵਿੱਚ ਪਹੁੰਚੀਆਂ ਪ੍ਰਮੁੱਖ ਸ਼ਖ਼ਸੀਅਤਾਂ ਦਾ ਸਨਮਾਨ ਕੀਤਾ ਗਿਆ ਅਤੇ ਸੰਗਤਾਂ ਨੇ ਪੂਰੀ ਸ਼ਰਧਾ ਨਾਲ ਸੇਵਾ ਵਿੱਚ ਹਿੱਸਾ ਲਿਆ।: [1149, 742, 1355, 963]
- subhead: ਭਾਰਤ ਰਤਨ ਡਾਕਟਰ ਬੀ.ਆਰ. ਅੰਬੇਡਕਰ ਨੂੰ ਵੀ ਕੀਤਾ ਯਾਦ: [585, 1948, 929, 1968]
- headline: ਹਲਕਾ ਇੰਚਾਰਜ ਵਿਕਰਮ ਸਿੰਘ ਬਾਜਵਾ ਨੇ ਕਾਂਗਰਸ ਵੱਲੋਂ ਨਵ ਨਿਯੁਕਤ ਅਹੁਦੇਦਾਰਾਂ ਦਾ ਕੀਤਾ ਸਨਮਾਨ: [20, 70, 349, 113]
- article-kisan: [759, 733, 1135, 1092]
- headline: ਨਗਰ ਕੌਂਸਲ ਦੀ ਨਲਾਇਕੀ ਕਾਰਨ ਸ਼ਹਿਰ 'ਚ ਲੱਗੇ ਕੂੜੇ ਦੇ ਢੇਰ : ਪ੍ਰਸ਼ੋਤਮ ਲਾਲ ਖਲੀਫਾ: [771, 1521, 1124, 1562]
- headline: ਮੁੱਲਾਂਪੁਰ ਵਿਖੇ ਖ਼ਾਲਸਾ ਸਾਜਨਾ ਦਿਵਸ ਮੌਕੇ ਵੱਡੀ ਗਿਣਤੀ 'ਚ ਸੰਗਤਾਂ ਗੁਰੂ ਘਰ ਹੋਈਆਂ ਨਤਮਸਤਕ: [425, 1890, 1090, 1944]
- newspaper-title: ਹੱਕ ਸੱਚ ਦਾ ਪਹਿਰੇਦਾਰ: [8, 3, 336, 47]
- article-body: ਜਗਰਾਓਂ, 17 ਅਪ੍ਰੈਲ (ਜਸਵਿੰਦਰ ਸਿੰਘ ਡਾਂਗੀਆਂ) - ਭਾਰਤੀ ਜਨਤਾ ਪਾਰਟੀ ਦੇ ਸੀਨੀਅਰ ਆਗੂ ਪ੍ਰਸ਼ੋਤਮ ਲਾਲ ਖਲੀਫਾ ਨੇ ਕਿਹਾ ਕਿ ਨਗਰ ਕੌਂਸਲ ਦੀ ਨਲਾਇਕੀ ਕਾਰਨ ਸ਼ਹਿਰ ਵਿੱਚ ਥਾਂ ਥਾਂ ਕੂੜੇ ਦੇ ਢੇਰ ਲੱਗੇ ਹੋਏ ਹਨ ਜਿਸ ਕਾਰਨ ਸ਼ਹਿਰ ਵਾਸੀਆਂ ਨੂੰ ਭਾਰੀ ਮੁਸ਼ਕਲਾਂ ਦਾ ਸਾਹਮਣਾ ਕਰਨਾ ਪੈ ਰਿਹਾ ਹੈ। ਉਨ੍ਹਾਂ ਕਿਹਾ ਕਿ ਗਰਮੀ ਦੇ ਮੌਸਮ ਵਿੱਚ ਕੂੜੇ ਤੋਂ ਉੱਠਦੀ ਬਦਬੂ ਅਤੇ ਮੱਖੀਆਂ ਮੱਛਰਾਂ ਕਾਰਨ ਬਿਮਾਰੀਆਂ ਫੈਲਣ ਦਾ ਖ਼ਤਰਾ ਬਣਿਆ ਹੋਇਆ ਹੈ। ਉਨ੍ਹਾਂ ਪ੍ਰਸ਼ਾਸਨ ਤੋਂ ਮੰਗ ਕੀਤੀ ਕਿ ਤੁਰੰਤ ਸਫ਼ਾਈ ਮੁਹਿੰਮ ਚਲਾ ਕੇ ਕੂੜਾ ਚੁਕਵਾਇਆ ਜਾਵੇ।: [759, 1568, 1135, 1687]
- article-mullanpur: [380, 1890, 1135, 2382]
- article-effigy: [1149, 1780, 1507, 2382]
- article-wheat-fire: [6, 558, 362, 1074]
- school-photo: [6, 2220, 362, 2338]
- article-body: ਲੁਧਿਆਣਾ, 17 ਅਪ੍ਰੈਲ (ਰਵਿੰਦਰ ਚਿੰਕਾ) - ਸ਼੍ਰੋਮਣੀ ਅਕਾਲੀ ਦਲ ਦੇ ਸੀਨੀਅਰ ਆਗੂ ਨੇ ਕਿਹਾ ਕਿ ਨਗਰ ਨਿਗਮ ਦੀ ਮਾਲੀ ਹਾਲਤ ਇੰਨੀ ਖਰਾਬ ਹੋ ਚੁੱਕੀ ਹੈ ਕਿ ਨਿਗਮ ਕੋਲ ਆਪਣੀਆਂ ਗੱਡੀਆਂ ਵਿੱਚ ਤੇਲ ਪੁਆਉਣ ਲਈ ਵੀ ਪੈਸੇ ਨਹੀਂ ਹਨ। ਉਨ੍ਹਾਂ ਕਿਹਾ ਕਿ ਸ਼ਹਿਰ ਵਿੱਚ ਕੂੜੇ ਦੇ ਢੇਰ ਲੱਗੇ ਹੋਏ ਹਨ ਅਤੇ ਸਫ਼ਾਈ ਵਿਵਸਥਾ ਪੂਰੀ ਤਰ੍ਹਾਂ ਠੱਪ ਹੋ ਚੁੱਕੀ ਹੈ। ਲੋਕ ਗੰਦਗੀ ਅਤੇ ਬਿਮਾਰੀਆਂ ਦੇ ਡਰ ਹੇਠ ਜੀਣ ਲਈ ਮਜਬੂਰ ਹਨ ਪਰ ਸਰਕਾਰ ਇਸ ਵੱਲ ਕੋਈ ਧਿਆਨ ਨਹੀਂ ਦੇ ਰਹੀ। ਉਨ੍ਹਾਂ ਮੰਗ ਕੀਤੀ ਕਿ ਨਿਗਮ ਨੂੰ ਤੁਰੰਤ ਵਿਸ਼ੇਸ਼ ਗ੍ਰਾਂਟ ਜਾਰੀ ਕੀਤੀ ਜਾਵੇ।: [380, 783, 645, 936]
- page-number: 5: [1440, 0, 1507, 57]
- article-body: ਜਗਰਾਓਂ, 17 ਅਪ੍ਰੈਲ (ਜਸਵਿੰਦਰ ਸਿੰਘ ਡਾਂਗੀਆਂ) - ਪੀ.ਐਸ.ਈ.ਬੀ. ਇੰਪਲਾਈਜ਼ ਜੁਆਇੰਟ ਫੋਰਮ ਦੇ ਸੱਦੇ ਉੱਤੇ ਬਿਜਲੀ ਮੁਲਾਜ਼ਮਾਂ ਨੇ ਡਵੀਜ਼ਨ ਦਫ਼ਤਰ ਅੱਗੇ ਇਕੱਠੇ ਹੋ ਕੇ ਬਿਜਲੀ ਮੰਤਰੀ ਦਾ ਪੁਤਲਾ ਫੂਕਿਆ ਅਤੇ ਪੰਜਾਬ ਸਰਕਾਰ ਖਿਲਾਫ਼ ਜ਼ੋਰਦਾਰ ਨਾਅਰੇਬਾਜ਼ੀ ਕੀਤੀ। ਆਗੂਆਂ ਨੇ ਕਿਹਾ ਕਿ ਮੰਤਰੀ ਵੱਲੋਂ ਮੀਟਿੰਗ ਦੌਰਾਨ ਮੁਲਾਜ਼ਮ ਆਗੂਆਂ ਨਾਲ ਕੀਤਾ ਗਿਆ ਦੁਰਵਿਹਾਰ ਕਿਸੇ ਵੀ ਕੀਮਤ ਉੱਤੇ ਬਰਦਾਸ਼ਤ ਨਹੀਂ ਕੀਤਾ ਜਾਵੇਗਾ। ਉਨ੍ਹਾਂ ਮੰਗ ਕੀਤੀ ਕਿ ਮੁਲਾਜ਼ਮਾਂ ਦੀਆਂ ਲੰਮੇ ਸਮੇਂ ਤੋਂ ਲਟਕਦੀਆਂ ਮੰਗਾਂ ਤੁਰੰਤ ਪ੍ਰਵਾਨ ਕੀਤੀਆਂ ਜਾਣ, ਖਾਲੀ ਅਸਾਮੀਆਂ ਉੱਤੇ ਪੱਕੀ ਭਰਤੀ ਕੀਤੀ ਜਾਵੇ ਅਤੇ ਠੇਕੇਦਾਰੀ ਪ੍ਰਥਾ ਬੰਦ ਕੀਤੀ ਜਾਵੇ। ਆਗੂਆਂ ਨੇ ਚੇਤਾਵਨੀ ਦਿੱਤੀ ਕਿ ਜੇਕਰ ਸਰਕਾਰ ਨੇ ਆਪਣਾ ਅੜੀਅਲ ਰਵੱਈਆ ਨਾ ਬਦਲਿਆ ਤਾਂ ਆਉਣ ਵਾਲੇ ਦਿਨਾਂ ਵਿੱਚ ਸੰਘਰਸ਼ ਹੋਰ ਤੇਜ਼ ਕੀਤਾ ਜਾਵੇਗਾ ਜਿਸ ਦੀ ਪੂਰੀ ਜ਼ਿੰਮੇਵਾਰੀ ਸਰਕਾਰ ਦੀ ਹੋਵੇਗੀ।: [1149, 1848, 1507, 2018]
- religious-event-photo: [759, 1148, 1135, 1278]
- article-corporation: [380, 733, 746, 1092]
- article-body: ਇਸ ਮੌਕੇ ਪਾਰਟੀ ਦੇ ਸੀਨੀਅਰ ਆਗੂਆਂ ਨੇ ਵਰਕਰਾਂ ਨਾਲ ਮੀਟਿੰਗ ਕਰਕੇ ਆਉਣ ਵਾਲੇ ਪ੍ਰੋਗਰਾਮਾਂ ਦੀ ਰੂਪ ਰੇਖਾ ਤਿਆਰ ਕੀਤੀ। ਆਗੂਆਂ ਨੇ ਕਿਹਾ ਕਿ ਪੰਜਾਬ ਦੇ ਹੱਕਾਂ ਅਤੇ ਬੰਦੀ ਸਿੰਘਾਂ ਦੀ ਰਿਹਾਈ ਲਈ ਸੰਘਰਸ਼ ਜਾਰੀ ਰਹੇਗਾ। ਮੀਟਿੰਗ ਵਿੱਚ ਵੱਡੀ ਗਿਣਤੀ ਵਿੱਚ ਇਲਾਕੇ ਦੇ ਪਤਵੰਤੇ ਸੱਜਣ, ਨੌਜਵਾਨ ਅਤੇ ਬੀਬੀਆਂ ਹਾਜ਼ਰ ਸਨ ਜਿਨ੍ਹਾਂ ਨੇ ਜੈਕਾਰਿਆਂ ਦੀ ਗੂੰਜ ਵਿੱਚ ਸੰਘਰਸ਼ ਦੀ ਹਮਾਇਤ ਕੀਤੀ।: [6, 1844, 362, 1927]
- article-power-protest: [386, 77, 1127, 720]
- headline: ਨਵੀਂ ਵਾਰਡਬੰਦੀ ਨਹੀਂ ਹੋਵੇਗੀ ਨਗਰ ਕੌਂਸਲ ਰਾਏਕੋਟ ਦੀ ਚੋਣ: [387, 1101, 739, 1144]
- ambedkar-tribute-photo: [380, 2175, 711, 2372]
- article-nanaksar: [759, 1100, 1135, 1514]
- portrait-photo: [84, 1149, 156, 1236]
- article-ward: [380, 1100, 746, 1502]
- article-body: ਮੁੱਲਾਂਪੁਰ ਦਾਖਾ, 17 ਅਪ੍ਰੈਲ (ਕਿਰਨ ਸਵੱਦੀ) - ਸੰਯੁਕਤ ਕਿਸਾਨ ਮੋਰਚਾ ਗੈਰ ਰਾਜਨੀਤਿਕ ਅਤੇ ਕਿਸਾਨ ਮਜ਼ਦੂਰ ਮੋਰਚਾ ਨਾਲ ਜੁੜੀਆਂ 36 ਕਿਸਾਨ ਜਥੇਬੰਦੀਆਂ ਵੱਲੋਂ ਕਣਕ ਦੀ ਖਰੀਦ ਸਬੰਧੀ ਸ਼ੁਰੂ ਕੀਤੇ ਸੰਘਰਸ਼ ਦੀ ਮੁਢਲੀ ਜਿੱਤ ਹੋਈ ਹੈ। ਕੇਂਦਰ ਸਰਕਾਰ ਵੱਲੋਂ ਨਮੀ ਅਤੇ ਦਾਣੇ ਦੀ ਚਮਕ ਸਬੰਧੀ ਨਿਯਮਾਂ ਵਿੱਚ ਢਿੱਲ ਦੇਣ ਦੀ ਚਿੱਠੀ ਜਾਰੀ ਕਰਨ ਤੋਂ ਬਾਅਦ ਜਥੇਬੰਦੀਆਂ ਨੇ ਰੇਲ ਰੋਕੋ ਅੰਦੋਲਨ ਮੁਲਤਵੀ ਕਰਨ ਦਾ ਐਲਾਨ ਕੀਤਾ ਹੈ। ਕਿਸਾਨ ਆਗੂਆਂ ਨੇ ਕਿਹਾ ਕਿ ਜੇਕਰ ਮੰਡੀਆਂ ਵਿੱਚ ਕਿਸਾਨਾਂ ਦੀ ਫ਼ਸਲ ਦੀ ਖਰੀਦ ਵਿੱਚ ਕੋਈ ਵੀ ਰੁਕਾਵਟ ਆਈ ਤਾਂ ਮੁੜ ਸੰਘਰਸ਼ ਵਿੱਢਿਆ ਜਾਵੇਗਾ। ਆਗੂਆਂ ਨੇ ਸਾਰੇ ਕਿਸਾਨਾਂ ਦਾ ਏਕਤਾ ਬਣਾਈ ਰੱਖਣ ਲਈ ਧੰਨਵਾਦ ਕੀਤਾ।: [759, 780, 968, 1020]
- column-rule: [1141, 66, 1142, 2376]
- article-adarsh: [6, 2082, 362, 2382]
- school-photo: [1149, 118, 1507, 300]
- headline: ਬਿਜਲੀ ਮੰਤਰੀ ਵੱਲੋਂ ਮੁਲਾਜ਼ਮਾਂ ਨਾਲ ਦੁਰਵਿਹਾਰ ਦੇ ਵਿਰੋਧ 'ਚ ਮੰਤਰੀ ਦਾ ਫੂਕਿਆ ਪੁਤਲਾ, ਸਰਕਾਰ ਖਿਲਾਫ਼ ਨਾਅਰੇਬਾਜ਼ੀ: [1155, 1780, 1501, 1842]
